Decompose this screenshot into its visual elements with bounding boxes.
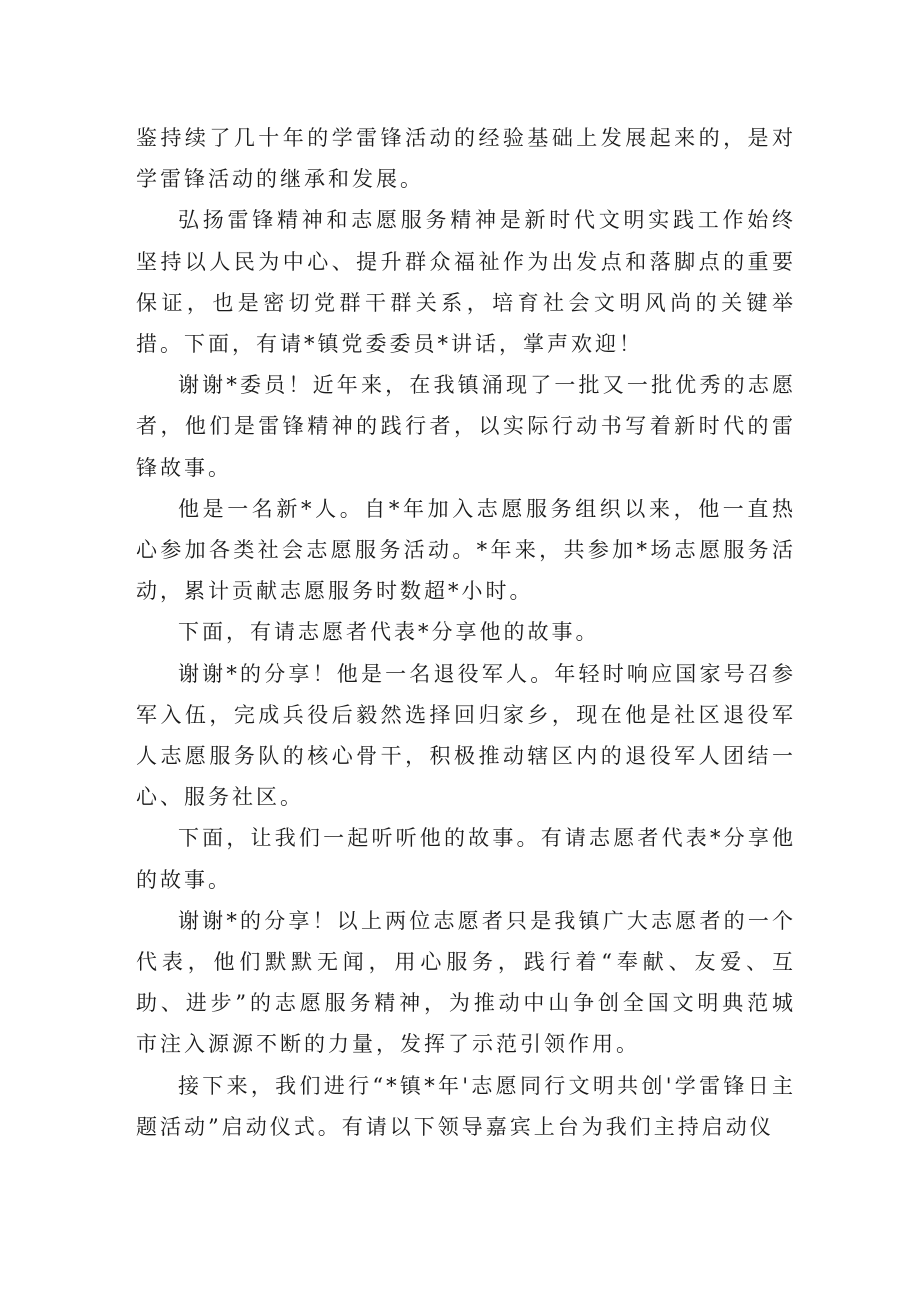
paragraph: 谢谢*的分享！他是一名退役军人。年轻时响应国家号召参军入伍，完成兵役后毅然选择回归家乡，现在他是社区退役军人志愿服务队的核心骨干，积极推动辖区内的退役军人团结一心、服务社区。 <box>136 661 796 810</box>
paragraph: 下面，有请志愿者代表*分享他的故事。 <box>178 620 600 645</box>
paragraph: 谢谢*的分享！以上两位志愿者只是我镇广大志愿者的一个代表，他们默默无闻，用心服务，践行着“奉献、友爱、互助、进步”的志愿服务精神，为推动中山争创全国文明典范城市注入源源不断的力量，发挥了示范引领作用。 <box>136 908 796 1057</box>
paragraph: 弘扬雷锋精神和志愿服务精神是新时代文明实践工作始终坚持以人民为中心、提升群众福祉作为出发点和落脚点的重要保证，也是密切党群干群关系，培育社会文明风尚的关键举措。下面，有请*镇党委委员*讲话，掌声欢迎！ <box>136 208 796 357</box>
paragraph-continued: 鉴持续了几十年的学雷锋活动的经验基础上发展起来的，是对学雷锋活动的继承和发展。 <box>136 126 796 192</box>
paragraph: 接下来，我们进行“*镇*年'志愿同行文明共创'学雷锋日主题活动”启动仪式。有请以下领导嘉宾上台为我们主持启动仪 <box>136 1073 796 1139</box>
paragraph: 下面，让我们一起听听他的故事。有请志愿者代表*分享他的故事。 <box>136 826 796 892</box>
document-body <box>136 118 796 1148</box>
paragraph: 他是一名新*人。自*年加入志愿服务组织以来，他一直热心参加各类社会志愿服务活动。*年来，共参加*场志愿服务活动，累计贡献志愿服务时数超*小时。 <box>136 496 796 604</box>
paragraph: 谢谢*委员！近年来，在我镇涌现了一批又一批优秀的志愿者，他们是雷锋精神的践行者，以实际行动书写着新时代的雷锋故事。 <box>136 373 796 480</box>
